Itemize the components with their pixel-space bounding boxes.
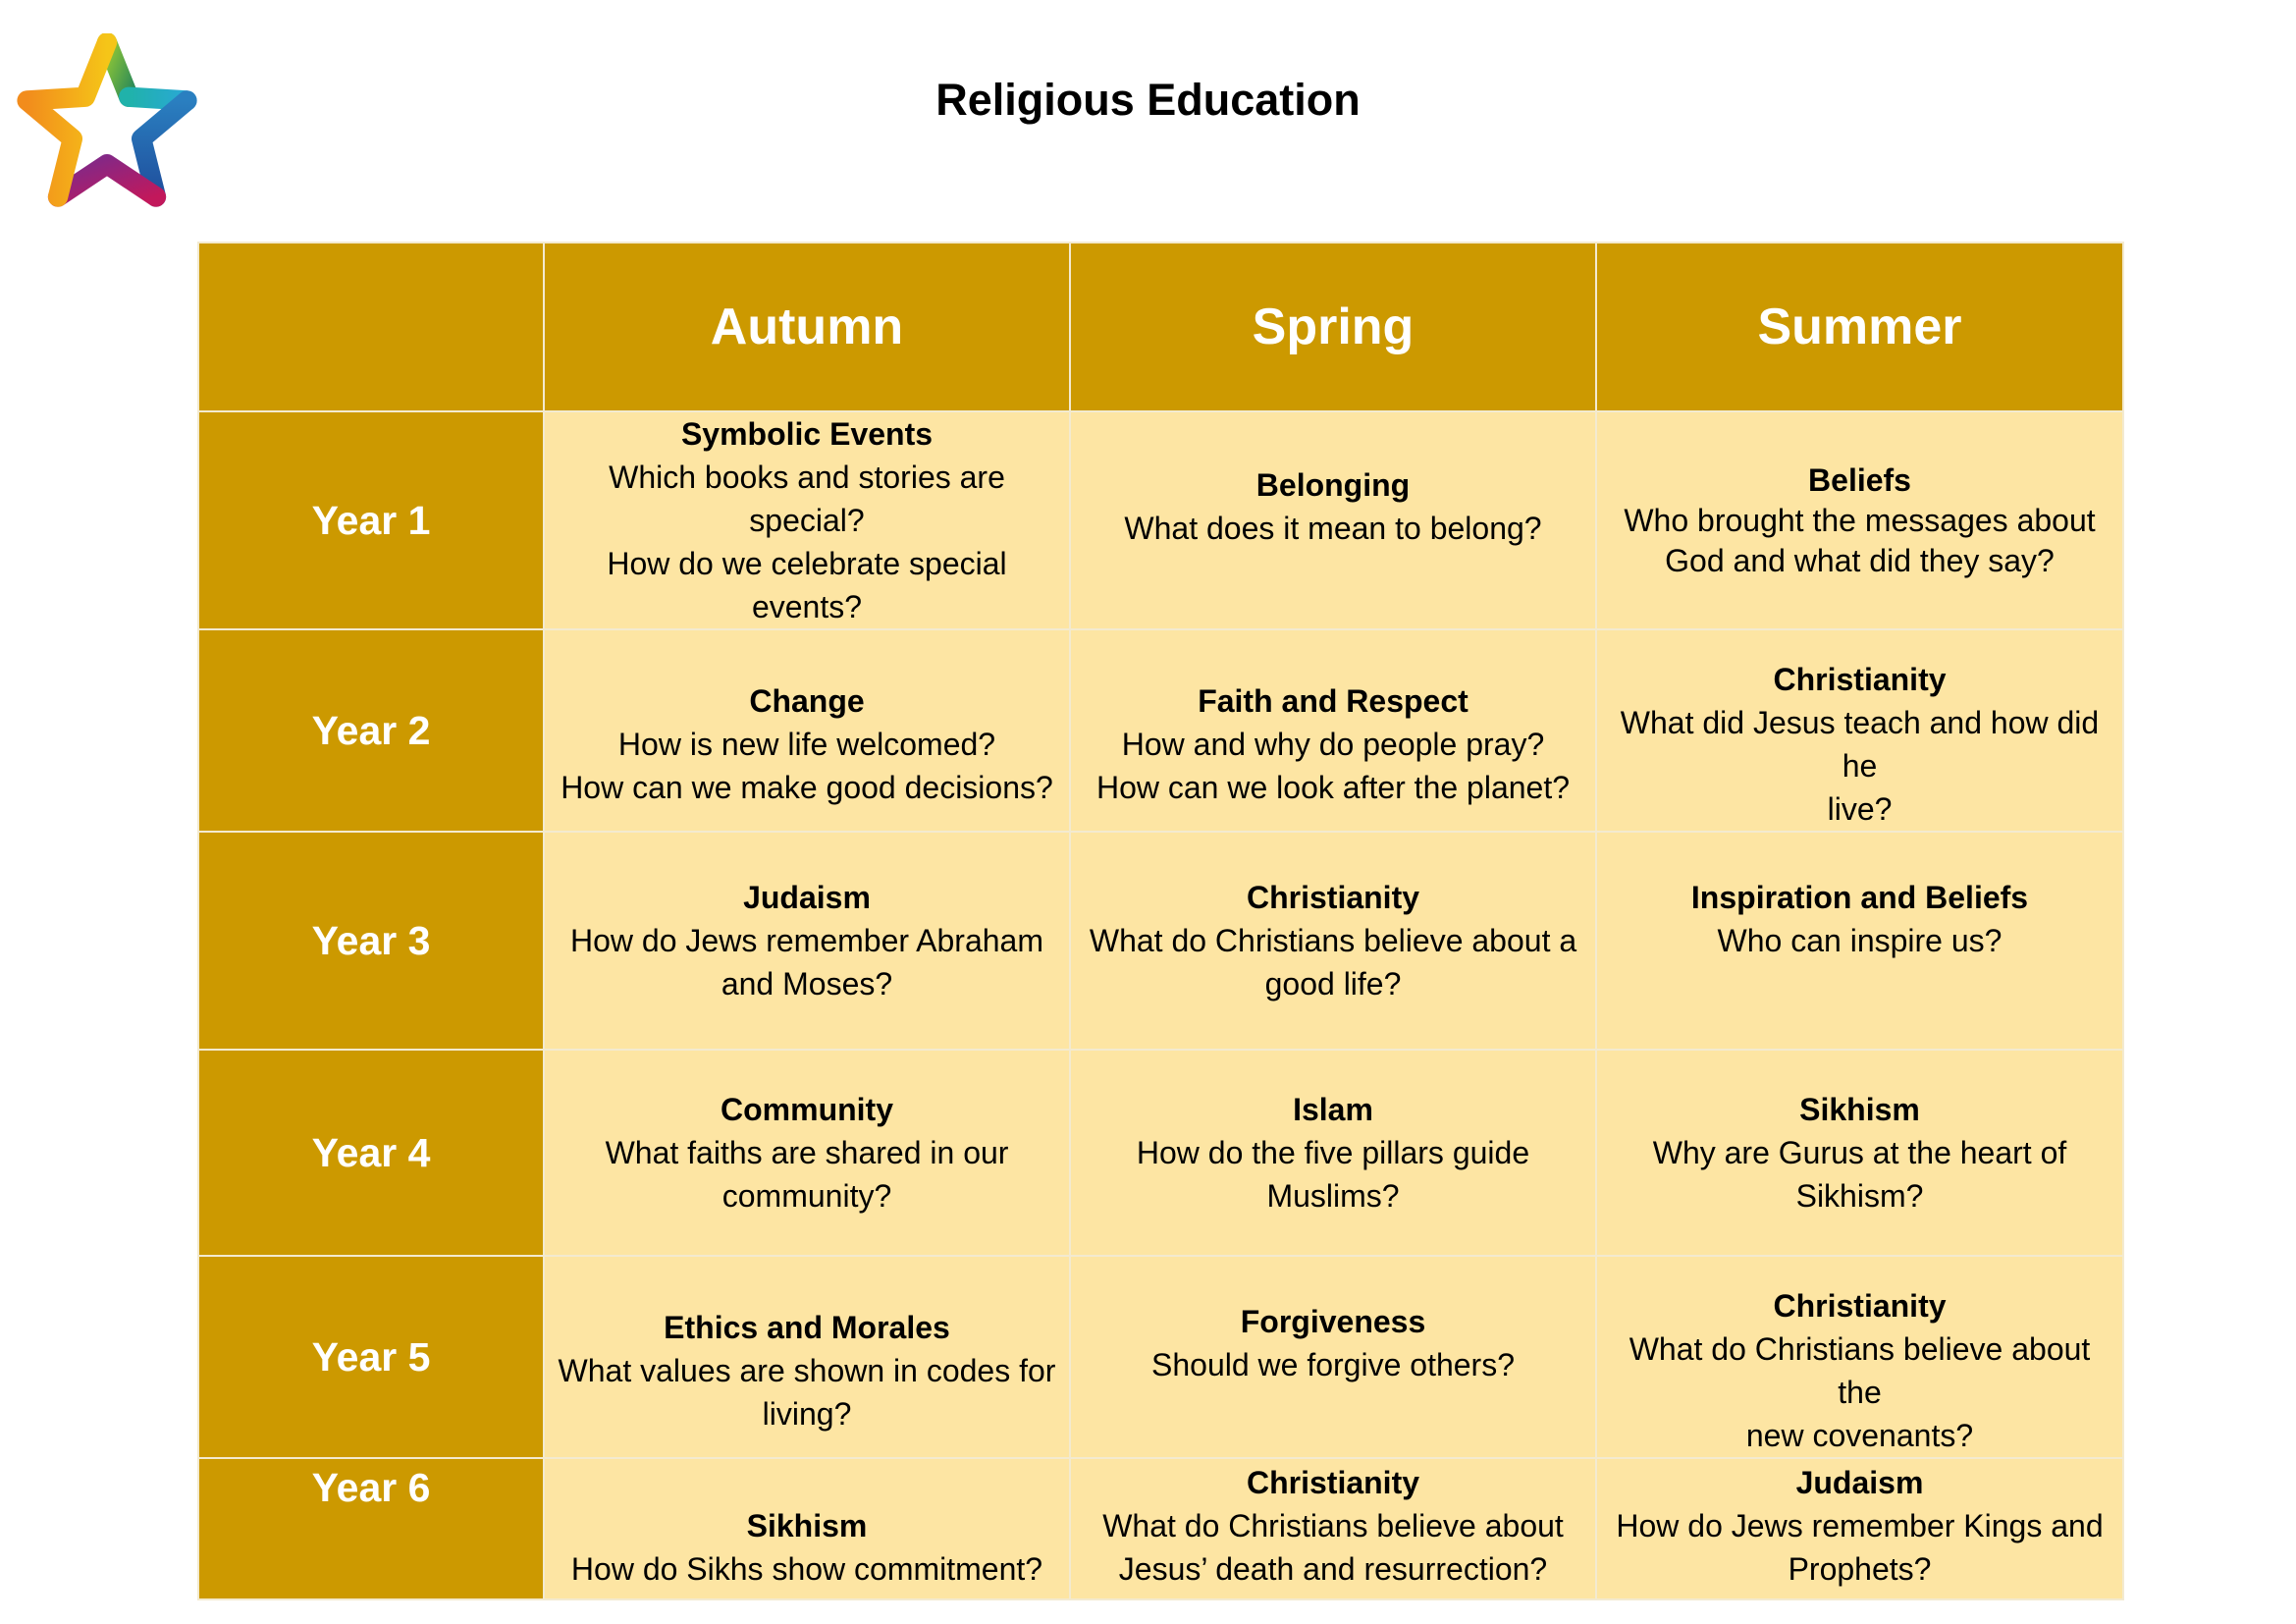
unit-cell-summer [1596, 1256, 2123, 1458]
unit-topic: Judaism [743, 880, 871, 915]
unit-question: Jesus’ death and resurrection? [1118, 1551, 1548, 1587]
unit-cell-summer [1596, 832, 2123, 1050]
table-row [198, 411, 2123, 629]
column-header-spring: Spring [1070, 243, 1596, 411]
unit-cell-autumn [544, 1050, 1070, 1256]
unit-cell-spring [1070, 1050, 1596, 1256]
unit-topic: Judaism [1795, 1465, 1924, 1500]
unit-question: new covenants? [1745, 1418, 1974, 1453]
unit-question: What values are shown in codes for [558, 1353, 1056, 1388]
unit-question: Who brought the messages about [1624, 502, 2096, 538]
unit-question: Should we forgive others? [1151, 1347, 1515, 1382]
table-row [198, 1458, 2123, 1599]
unit-topic: Sikhism [1799, 1092, 1920, 1127]
unit-question: Sikhism? [1795, 1178, 1924, 1214]
page-title: Religious Education [935, 75, 1361, 125]
unit-question: good life? [1264, 966, 1402, 1001]
unit-topic: Christianity [1773, 662, 1947, 697]
unit-question: Why are Gurus at the heart of [1652, 1135, 2067, 1170]
unit-question: How is new life welcomed? [617, 727, 996, 762]
table-row [198, 1050, 2123, 1256]
unit-cell-autumn [544, 1458, 1070, 1599]
unit-question: How can we make good decisions? [561, 770, 1053, 805]
unit-question: What did Jesus teach and how did he [1620, 705, 2100, 784]
unit-topic: Beliefs [1808, 461, 1911, 498]
unit-question: What faiths are shared in our [605, 1135, 1009, 1170]
unit-cell-autumn [544, 411, 1070, 629]
column-header-autumn: Autumn [544, 243, 1070, 411]
table-row [198, 832, 2123, 1050]
table-row [198, 1256, 2123, 1458]
table-row [198, 629, 2123, 832]
unit-cell-spring [1070, 411, 1596, 629]
unit-question: What do Christians believe about a [1089, 923, 1577, 958]
unit-question: How do Jews remember Abraham [570, 923, 1043, 958]
unit-question: How and why do people pray? [1121, 727, 1545, 762]
unit-topic: Belonging [1255, 467, 1411, 503]
row-label-year: Year 2 [198, 629, 544, 832]
unit-question: and Moses? [721, 966, 893, 1001]
unit-cell-summer [1596, 1050, 2123, 1256]
unit-cell-spring [1070, 1256, 1596, 1458]
unit-question: How can we look after the planet? [1095, 770, 1571, 805]
unit-question: Prophets? [1788, 1551, 1932, 1587]
unit-topic: Christianity [1246, 1465, 1420, 1500]
unit-question: What does it mean to belong? [1124, 511, 1542, 546]
unit-cell-summer [1596, 629, 2123, 832]
unit-question: community? [721, 1178, 892, 1214]
unit-question: How do Jews remember Kings and [1616, 1508, 2104, 1543]
unit-cell-autumn [544, 1256, 1070, 1458]
unit-topic: Sikhism [746, 1508, 868, 1543]
row-label-year: Year 4 [198, 1050, 544, 1256]
unit-question: How do we celebrate special events? [607, 546, 1007, 624]
unit-topic: Forgiveness [1240, 1304, 1426, 1339]
row-label-year: Year 6 [198, 1458, 544, 1599]
unit-question: God and what did they say? [1665, 542, 2055, 578]
unit-cell-spring [1070, 832, 1596, 1050]
unit-topic: Christianity [1246, 880, 1420, 915]
unit-topic: Ethics and Morales [664, 1310, 950, 1345]
unit-topic: Community [721, 1092, 893, 1127]
unit-question: How do Sikhs show commitment? [570, 1551, 1043, 1587]
unit-topic: Change [749, 683, 865, 719]
unit-question: How do the five pillars guide [1136, 1135, 1530, 1170]
curriculum-table [197, 242, 2124, 1600]
unit-cell-autumn [544, 832, 1070, 1050]
unit-topic: Christianity [1773, 1288, 1947, 1324]
row-label-year: Year 5 [198, 1256, 544, 1458]
unit-question: What do Christians believe about [1102, 1508, 1564, 1543]
unit-cell-summer [1596, 411, 2123, 629]
unit-topic: Inspiration and Beliefs [1690, 880, 2029, 915]
unit-question: What do Christians believe about the [1629, 1331, 2091, 1410]
unit-cell-autumn [544, 629, 1070, 832]
header-corner-cell [198, 243, 544, 411]
column-header-summer: Summer [1596, 243, 2123, 411]
unit-topic: Symbolic Events [680, 416, 934, 452]
row-label-year: Year 3 [198, 832, 544, 1050]
unit-question: Who can inspire us? [1717, 923, 2002, 958]
unit-question: Which books and stories are special? [609, 460, 1005, 538]
table-header-row [198, 243, 2123, 411]
unit-question: live? [1827, 791, 1893, 827]
unit-question: living? [762, 1396, 852, 1432]
unit-cell-spring [1070, 629, 1596, 832]
unit-cell-spring [1070, 1458, 1596, 1599]
unit-topic: Islam [1293, 1092, 1373, 1127]
row-label-year: Year 1 [198, 411, 544, 629]
unit-cell-summer [1596, 1458, 2123, 1599]
unit-topic: Faith and Respect [1198, 683, 1468, 719]
unit-question: Muslims? [1266, 1178, 1400, 1214]
